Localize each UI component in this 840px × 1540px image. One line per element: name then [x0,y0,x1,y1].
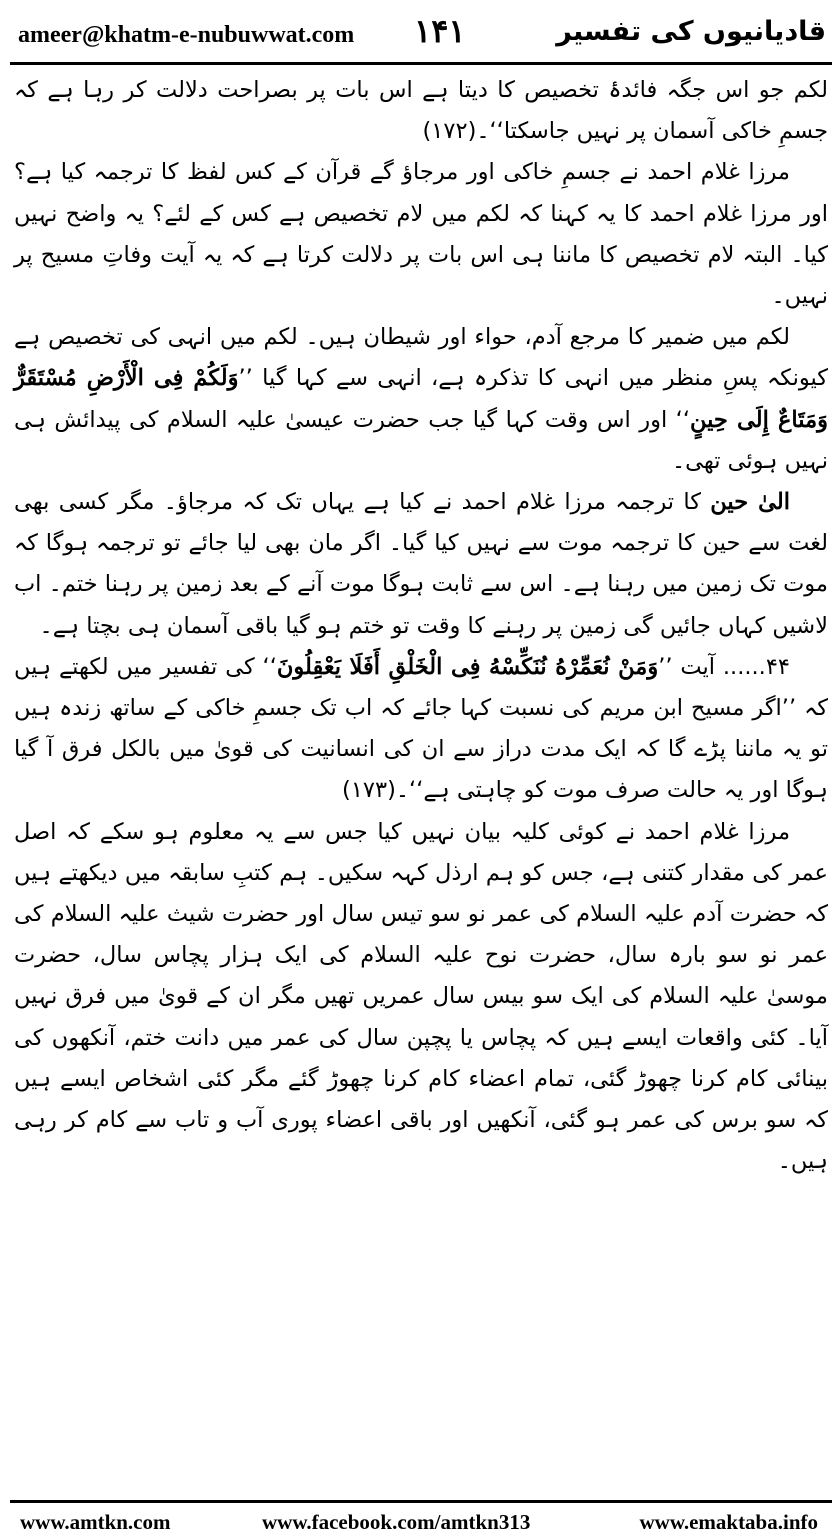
paragraph-text-after: ‘‘ کی تفسیر میں لکھتے ہیں کہ ’’اگر مسیح ابن مریم کی نسبت کہا جائے کہ اب تک جسمِ خاکی کے ساتھ زندہ ہیں تو یہ ماننا پڑے گا کہ ایک مدت دراز سے ان کی انسانیت کی قویٰ میں بالکل فرق آ گیا ہوگا اور یہ حالت صرف موت کو چاہتی ہے‘‘۔(۱۷۳) [14,653,828,804]
paragraph-text: ۴۴...... آیت ’’ [658,653,790,680]
footer-link-emaktaba[interactable]: www.emaktaba.info [639,1510,818,1534]
quran-verse: وَلَكُمْ فِى الْأَرْضِ مُسْتَقَرٌّ وَمَتَاعٌ إِلَى حِينٍ [14,365,828,433]
paragraph-text: لکم میں ضمیر کا مرجع آدم، حواء اور شیطان ہیں۔ لکم میں انہی کی تخصیص ہے کیونکہ پسِ منظر میں انہی کا تذکرہ ہے، انہی سے کہا گیا ’’ [14,324,828,392]
page-body [14,70,828,1182]
paragraph-text-after: ‘‘ اور اس وقت کہا گیا جب حضرت عیسیٰ علیہ السلام کی پیدائش ہی نہیں ہوئی تھی۔ [14,406,828,474]
paragraph-5 [14,647,828,812]
book-title: قادیانیوں کی تفسیر [556,16,826,47]
page-number: ۱۴۱ [414,12,466,50]
quran-phrase: الیٰ حین [710,489,790,516]
paragraph-text: لکم جو اس جگہ فائدۂ تخصیص کا دیتا ہے اس بات پر بصراحت دلالت کر رہا ہے کہ جسمِ خاکی آسمان پر نہیں جاسکتا‘‘۔(۱۷۲) [14,77,828,145]
footer-link-facebook[interactable]: www.facebook.com/amtkn313 [262,1510,531,1534]
paragraph-6 [14,812,828,1183]
paragraph-1 [14,70,828,152]
quran-verse: وَمَنْ نُعَمِّرْهُ نُنَكِّسْهُ فِى الْخَلْقِ أَفَلَا يَعْقِلُونَ [276,653,659,680]
page-header [0,0,840,66]
paragraph-3 [14,317,828,482]
paragraph-2 [14,152,828,317]
paragraph-4 [14,482,828,647]
paragraph-text: کا ترجمہ مرزا غلام احمد نے کیا ہے یہاں تک کہ مرجاؤ۔ مگر کسی بھی لغت سے حین کا ترجمہ موت سے نہیں کیا گیا۔ اگر مان بھی لیا جائے تو ترجمہ ہوگا کہ موت تک زمین میں رہنا ہے۔ اس سے ثابت ہوگا موت آنے کے بعد زمین پر رہنا ختم۔ اب لاشیں کہاں جائیں گی زمین پر رہنے کا وقت تو ختم ہو گیا باقی آسمان ہی بچتا ہے۔ [14,489,828,639]
paragraph-text: مرزا غلام احمد نے کوئی کلیہ بیان نہیں کیا جس سے یہ معلوم ہو سکے کہ اصل عمر کی مقدار کتنی ہے، جس کو ہم ارذل کہہ سکیں۔ ہم کتبِ سابقہ میں دیکھتے ہیں کہ حضرت آدم علیہ السلام کی عمر نو سو تیس سال اور حضرت شیث علیہ السلام کی عمر نو سو بارہ سال، حضرت نوح علیہ السلام کی ایک ہزار پچاس سال، حضرت موسیٰ علیہ السلام کی ایک سو بیس سال عمریں تھیں مگر ان کے قویٰ میں فرق نہیں آیا۔ کئی واقعات ایسے ہیں کہ پچاس یا پچپن سال کی عمر میں دانت ختم، آنکھوں کی بینائی کام کرنا چھوڑ گئی، تمام اعضاء کام کرنا چھوڑ گئے مگر کئی اشخاص ایسے ہیں کہ سو برس کی عمر ہو گئی، آنکھیں اور باقی اعضاء پوری آب و تاب سے کام کر رہی ہیں۔ [14,818,828,1175]
header-email[interactable]: ameer@khatm-e-nubuwwat.com [18,22,355,48]
paragraph-text: مرزا غلام احمد نے جسمِ خاکی اور مرجاؤ گے قرآن کے کس لفظ کا ترجمہ کیا ہے؟ اور مرزا غلام احمد کا یہ کہنا کہ لکم میں لام تخصیص ہے کس کے لئے؟ یہ واضح نہیں کیا۔ البتہ لام تخصیص کا ماننا ہی اس بات پر دلالت کرتا ہے کہ یہ آیت وفاتِ مسیح پر نہیں۔ [14,159,828,310]
footer-divider [10,1500,832,1503]
footer-link-amtkn[interactable]: www.amtkn.com [20,1510,171,1534]
header-divider [10,62,832,65]
